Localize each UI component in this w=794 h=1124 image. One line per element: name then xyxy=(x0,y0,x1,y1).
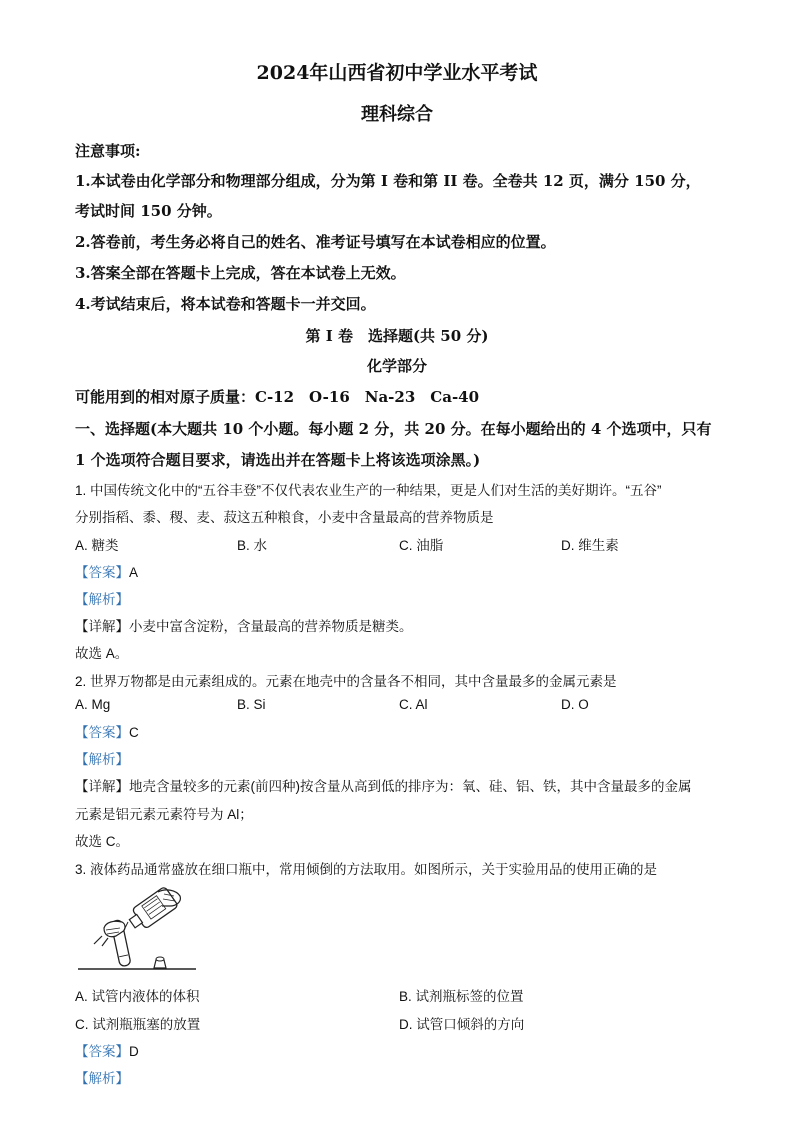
answer-value: A xyxy=(129,565,139,580)
exam-title: 2024年山西省初中学业水平考试 xyxy=(256,62,538,84)
detail-text: 小麦中富含淀粉，含量最高的营养物质是糖类。 xyxy=(129,619,413,634)
detail-text: 地壳含量较多的元素(前四种)按含量从高到低的排序为：氧、硅、铝、铁，其中含量最多的金属 xyxy=(129,779,692,794)
q2-analysis-tag: 【解析】 xyxy=(75,752,129,767)
q1-analysis-tag: 【解析】 xyxy=(75,592,129,607)
answer-value: D xyxy=(129,1044,139,1059)
q1-stem-line-1: 1. 中国传统文化中的“五谷丰登”不仅代表农业生产的一种结果，更是人们对生活的美好期许。“五谷” xyxy=(75,483,662,498)
q2-option-b: B. Si xyxy=(237,697,266,712)
q1-conclusion: 故选 A。 xyxy=(75,646,129,661)
q2-stem-line-1: 2. 世界万物都是由元素组成的。元素在地壳中的含量各不相同，其中含量最多的金属元素是 xyxy=(75,674,617,689)
q1-stem-line-2: 分别指稻、黍、稷、麦、菽这五种粮食，小麦中含量最高的营养物质是 xyxy=(75,510,494,525)
notice-heading: 注意事项: xyxy=(75,142,141,160)
detail-tag: 【详解】 xyxy=(75,779,129,794)
q2-option-a: A. Mg xyxy=(75,697,111,712)
q2-option-c: C. Al xyxy=(399,697,428,712)
notice-item-1-cont: 考试时间 150 分钟。 xyxy=(75,202,222,220)
volume-title: 第 I 卷 选择题(共 50 分) xyxy=(305,327,489,345)
q3-analysis-tag: 【解析】 xyxy=(75,1071,129,1086)
answer-value: C xyxy=(129,725,139,740)
q2-option-d: D. O xyxy=(561,697,589,712)
part-title: 化学部分 xyxy=(366,357,427,375)
notice-item-3: 3.答案全部在答题卡上完成，答在本试卷上无效。 xyxy=(75,264,406,282)
q1-detail xyxy=(75,615,413,635)
answer-tag: 【答案】 xyxy=(75,1044,129,1059)
answer-tag: 【答案】 xyxy=(75,565,129,580)
q3-option-c: C. 试剂瓶瓶塞的放置 xyxy=(75,1017,201,1032)
q1-option-c: C. 油脂 xyxy=(399,538,444,553)
q3-answer xyxy=(75,1040,139,1060)
answer-tag: 【答案】 xyxy=(75,725,129,740)
exam-subtitle: 理科综合 xyxy=(361,104,433,125)
detail-tag: 【详解】 xyxy=(75,619,129,634)
q3-option-a: A. 试管内液体的体积 xyxy=(75,989,200,1004)
atomic-masses: 可能用到的相对原子质量：C-12 O-16 Na-23 Ca-40 xyxy=(75,388,480,406)
q2-detail-line-1 xyxy=(75,775,692,795)
q3-option-d: D. 试管口倾斜的方向 xyxy=(399,1017,525,1032)
q1-option-b: B. 水 xyxy=(237,538,268,553)
q2-conclusion: 故选 C。 xyxy=(75,834,129,849)
q1-option-d: D. 维生素 xyxy=(561,538,619,553)
q3-option-b: B. 试剂瓶标签的位置 xyxy=(399,989,524,1004)
instruction-line-1: 一、选择题(本大题共 10 个小题。每小题 2 分，共 20 分。在每小题给出的 4 个选项中，只有 xyxy=(75,420,712,438)
q2-answer xyxy=(75,721,139,741)
q1-option-a: A. 糖类 xyxy=(75,538,119,553)
q2-detail-line-2: 元素是铝元素元素符号为 Al； xyxy=(75,807,253,822)
q3-stem-line-1: 3. 液体药品通常盛放在细口瓶中，常用倾倒的方法取用。如图所示，关于实验用品的使用正确的是 xyxy=(75,862,658,877)
notice-item-2: 2.答卷前，考生务必将自己的姓名、准考证号填写在本试卷相应的位置。 xyxy=(75,233,556,251)
notice-item-4: 4.考试结束后，将本试卷和答题卡一并交回。 xyxy=(75,295,376,313)
pouring-liquid-figure xyxy=(76,886,200,976)
notice-item-1: 1.本试卷由化学部分和物理部分组成，分为第 I 卷和第 II 卷。全卷共 12 页，满分 150 分， xyxy=(75,172,701,190)
instruction-line-2: 1 个选项符合题目要求，请选出并在答题卡上将该选项涂黑。) xyxy=(75,451,481,469)
q1-answer xyxy=(75,561,138,581)
